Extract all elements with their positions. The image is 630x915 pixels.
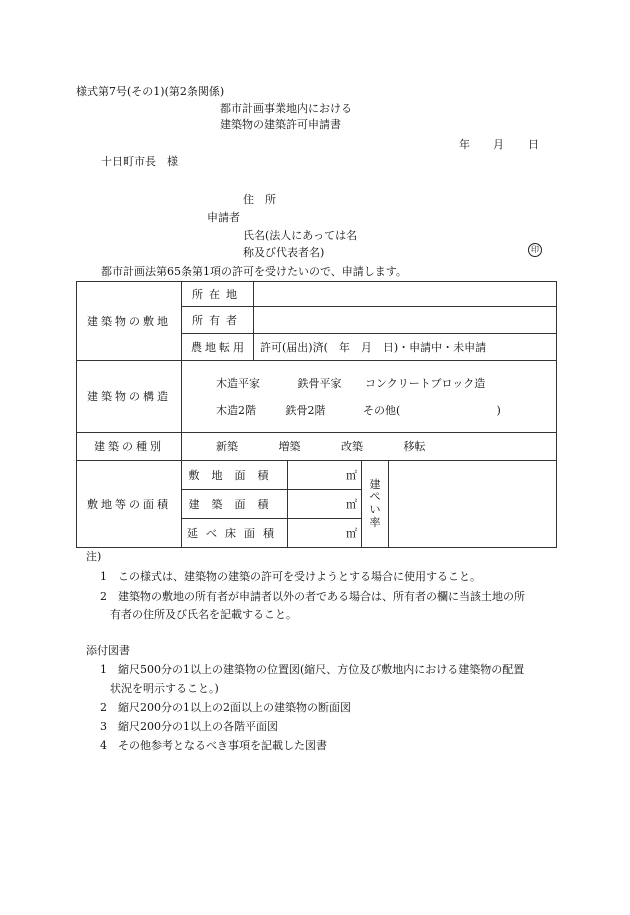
location-field[interactable] [254,282,557,307]
building-area-field[interactable] [288,490,362,519]
farmland-label: 農地転用 [182,334,254,361]
attachment-item: 2 縮尺200分の1以上の2面以上の建築物の断面図 [100,701,351,714]
attachment-item: 3 縮尺200分の1以上の各階平面図 [100,720,278,733]
applicant-name-line2: 称及び代表者名) [243,246,325,259]
form-title-line2: 建築物の建築許可申請書 [220,118,341,131]
note-item: 有者の住所及び氏名を記載すること。 [110,608,297,621]
site-category: 建築物の敷地 [77,282,182,361]
kind-option[interactable]: 新築 [216,440,238,453]
attachments-heading: 添付図書 [86,644,130,657]
area-unit: ㎡ [346,468,357,482]
floor-area-label: 延べ床面積 [182,519,288,548]
date-day: 日 [528,138,539,151]
structure-option[interactable]: 鉄骨2階 [285,403,326,417]
structure-category: 建築物の構造 [77,361,182,433]
area-unit: ㎡ [346,526,357,540]
coverage-text: 建ぺい率 [369,477,381,529]
date-month: 月 [493,138,504,151]
floor-area-field[interactable] [288,519,362,548]
date-year: 年 [459,138,470,151]
area-unit: ㎡ [346,497,357,511]
structure-option-other-close: ) [496,403,501,417]
note-item: 1 この様式は、建築物の建築の許可を受けようとする場合に使用すること。 [100,570,481,583]
kind-option[interactable]: 改築 [341,440,363,453]
owner-label: 所有者 [182,307,254,334]
coverage-label [362,461,389,548]
application-table [76,281,557,548]
note-item: 2 建築物の敷地の所有者が申請者以外の者である場合は、所有者の欄に当該土地の所 [100,590,525,603]
site-area-field[interactable] [288,461,362,490]
building-area-label: 建築面積 [182,490,288,519]
kind-category: 建築の種別 [77,433,182,461]
applicant-address-label: 住 所 [243,193,276,206]
structure-options[interactable] [182,361,557,433]
notes-heading: 注) [86,550,102,563]
form-number: 様式第7号(その1)(第2条関係) [76,85,225,98]
form-title-line1: 都市計画事業地内における [220,102,352,115]
structure-option[interactable]: 木造平家 [216,376,260,390]
structure-option[interactable]: 鉄骨平家 [297,376,342,390]
applicant-name-line1: 氏名(法人にあっては名 [243,229,358,242]
kind-option[interactable]: 増築 [278,440,301,453]
farmland-status[interactable]: 許可(届出)済( 年 月 日)・申請中・未申請 [254,334,557,361]
structure-option-other[interactable]: その他( [363,403,401,417]
area-category: 敷地等の面積 [77,461,182,548]
kind-option[interactable]: 移転 [403,440,426,453]
addressee: 十日町市長 様 [101,155,178,168]
structure-option[interactable]: コンクリートブロック造 [365,376,486,390]
attachment-item: 1 縮尺500分の1以上の建築物の位置図(縮尺、方位及び敷地内における建築物の配置 [100,663,525,676]
attachment-item: 状況を明示すること。) [110,682,219,695]
coverage-field[interactable] [389,461,557,548]
location-label: 所在地 [182,282,254,307]
attachment-item: 4 その他参考となるべき事項を記載した図書 [100,739,327,752]
seal-mark: 印 [528,243,542,257]
owner-field[interactable] [254,307,557,334]
application-statement: 都市計画法第65条第1項の許可を受けたいので、申請します。 [101,265,407,278]
applicant-label: 申請者 [207,211,240,224]
kind-options[interactable] [182,433,557,461]
site-area-label: 敷地面積 [182,461,288,490]
structure-option[interactable]: 木造2階 [216,403,256,417]
